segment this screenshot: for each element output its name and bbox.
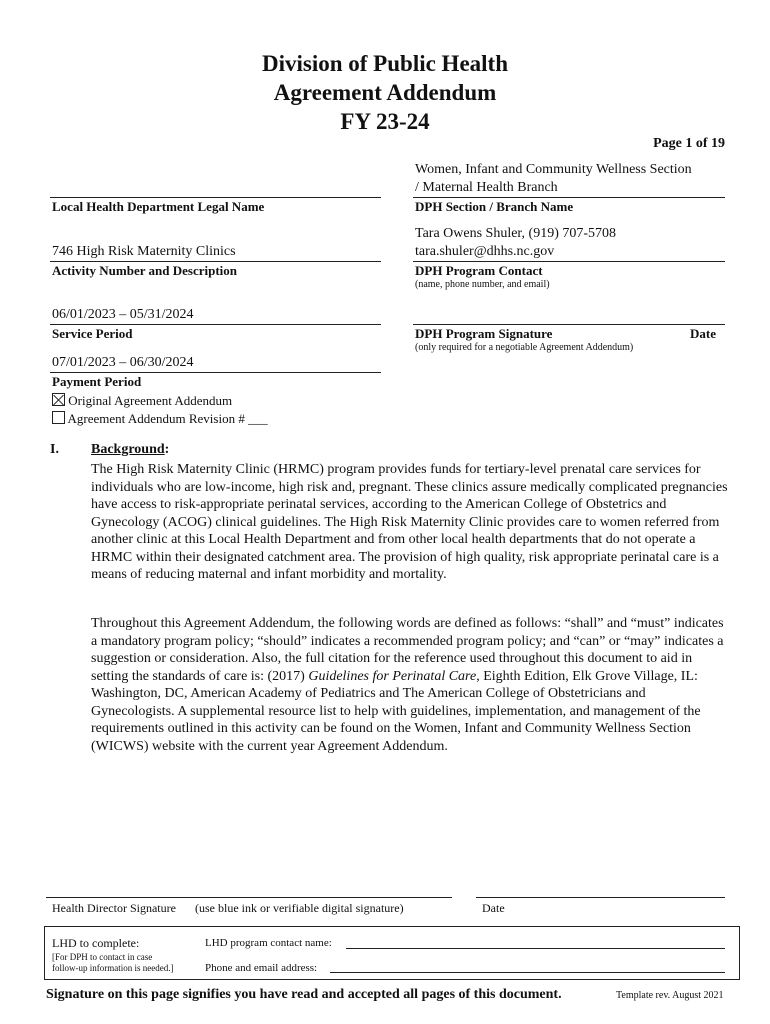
contact-name-field[interactable] [346, 948, 725, 949]
original-addendum-label: Original Agreement Addendum [68, 393, 233, 408]
contact-note: (name, phone number, and email) [415, 279, 550, 290]
health-director-signature-label: Health Director Signature [52, 901, 176, 915]
section-label: DPH Section / Branch Name [415, 199, 574, 214]
section-number: I. [50, 442, 59, 457]
unchecked-checkbox-icon[interactable] [52, 411, 65, 424]
dph-contact-note-line1: [For DPH to contact in case [52, 952, 153, 962]
signature-note: (use blue ink or verifiable digital signature) [195, 901, 404, 915]
doc-title-line3: FY 23-24 [340, 109, 430, 134]
background-heading: Background [91, 442, 165, 457]
section-value-line1: Women, Infant and Community Wellness Section [415, 162, 692, 177]
dph-signature-note: (only required for a negotiable Agreement Addendum) [415, 342, 634, 353]
revision-addendum-option[interactable] [52, 411, 268, 427]
contact-line [413, 261, 725, 262]
contact-label: DPH Program Contact [415, 263, 543, 278]
service-period-label: Service Period [52, 326, 133, 341]
section-line [413, 197, 725, 198]
payment-period-label: Payment Period [52, 374, 142, 389]
section-heading [91, 442, 169, 458]
activity-line [50, 261, 381, 262]
dph-signature-label: DPH Program Signature [415, 326, 553, 341]
dph-contact-note-line2: follow-up information is needed.] [52, 963, 174, 973]
section-value-line2: / Maternal Health Branch [415, 180, 558, 195]
health-director-signature-line [46, 897, 452, 898]
paragraph-2-text-b: , Eighth Edition, Elk Grove Village, IL: Washington, DC, American Academy of Pediatrics and The American College of Obstetricians and Gynecologists. A supplemental resource list to help with guidelines, implementation, and management of the requirements outlined in this activity can be found on the Women, Infant and Community Wellness Section (WICWS) website with the current year Agreement Addendum. [91, 668, 701, 754]
doc-title-line2: Agreement Addendum [273, 80, 497, 105]
doc-title-line1: Division of Public Health [262, 51, 508, 76]
template-revision: Template rev. August 2021 [616, 990, 724, 1001]
lhd-name-line [50, 197, 381, 198]
revision-addendum-label: Agreement Addendum Revision # ___ [67, 411, 268, 426]
background-paragraph-2 [91, 615, 731, 755]
dph-signature-line [413, 324, 725, 325]
checked-checkbox-icon[interactable] [52, 393, 65, 406]
payment-period-value: 07/01/2023 – 06/30/2024 [52, 355, 194, 370]
background-paragraph-1: The High Risk Maternity Clinic (HRMC) program provides funds for tertiary-level prenatal care services for individuals who are low-income, high risk and, pregnant. These clinics assure medically complicated pregnancies have access to risk-appropriate perinatal services, according to the American College of Obstetrics and Gynecology (ACOG) clinical guidelines. The High Risk Maternity Clinic provides care to women referred from another clinic at this Local Health Department and from other local health departments that do not operate a HRMC within their designated catchment area. The provision of high quality, risk appropriate perinatal care is a means of reducing maternal and infant morbidity and mortality. [91, 462, 728, 582]
dph-contact-note [52, 952, 173, 974]
phone-email-field[interactable] [330, 972, 725, 973]
service-period-line [50, 324, 381, 325]
date-signature-line [476, 897, 725, 898]
heading-colon: : [164, 442, 170, 457]
dph-signature-date-label: Date [690, 326, 716, 341]
payment-period-line [50, 372, 381, 373]
activity-label: Activity Number and Description [52, 263, 238, 278]
lhd-complete-label: LHD to complete: [52, 936, 140, 950]
guidelines-citation: Guidelines for Perinatal Care [308, 668, 477, 684]
paragraph-2-text-a: Throughout this Agreement Addendum, the following words are defined as follows: “shall” and “must” indicates a mandatory program policy; “should” indicates a recommended program policy; and “can” or “may” indicates a suggestion or consideration. Also, the full citation for the reference used throughout this document to aid in setting the standards of care is: (2017) [91, 616, 724, 684]
lhd-name-label: Local Health Department Legal Name [52, 199, 265, 214]
contact-value-line1: Tara Owens Shuler, (919) 707-5708 [415, 226, 617, 241]
signature-acceptance-statement: Signature on this page signifies you have read and accepted all pages of this document. [46, 987, 562, 1002]
phone-email-label: Phone and email address: [205, 962, 318, 974]
activity-value: 746 High Risk Maternity Clinics [52, 244, 236, 259]
original-addendum-option[interactable] [52, 393, 232, 409]
service-period-value: 06/01/2023 – 05/31/2024 [52, 307, 194, 322]
contact-value-line2: tara.shuler@dhhs.nc.gov [415, 244, 555, 259]
date-signature-label: Date [482, 901, 505, 915]
page-number: Page 1 of 19 [653, 136, 725, 151]
contact-name-label: LHD program contact name: [205, 937, 332, 949]
